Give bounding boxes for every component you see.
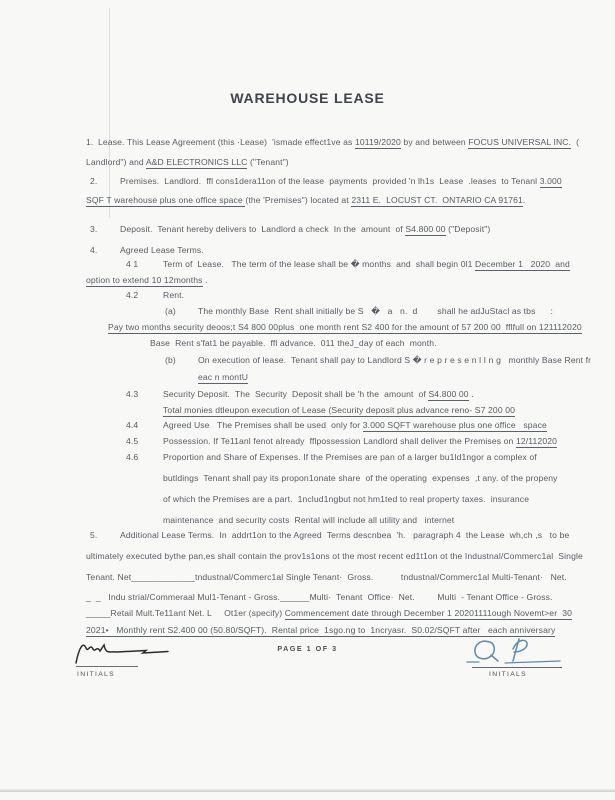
lease-fillin-text: eac n montU <box>198 372 249 382</box>
lease-fillin-text: 2021• Monthly rent S2.400 00 (50.80/SQFT). Rental price 1sgo.ng to 1ncryasr. S0.02/SQFT after each anniversary <box>86 625 556 635</box>
lease-text: . <box>522 195 526 205</box>
lease-line <box>126 420 596 431</box>
lease-text: 4 1 <box>126 259 139 269</box>
lease-text: Agreed Lease Terms. <box>120 245 204 255</box>
lease-text: by and between <box>400 137 469 147</box>
lease-text: _ _ Indu strial/Commeraal Mul1-Tenant - Gross.______Multi· Tenant Office· Net. Multi - Tenant Office - Gross. <box>86 592 553 602</box>
lease-fillin-text: Total monies dtleupon execution of Lease (Security deposit plus advance reno- S7 200 00 <box>163 405 516 415</box>
lease-fillin-text: December 1 2020 and <box>475 259 570 269</box>
lease-text: butldings Tenant shall pay its propon1onate share of the operating expenses ,t any. of the propeny <box>163 473 558 483</box>
lease-line <box>126 436 596 447</box>
lease-text: Deposit. Tenant hereby delivers to Landlord a check In the amount of <box>120 224 406 234</box>
lease-text: 2. <box>90 176 98 186</box>
lease-text: On execution of lease. Tenant shall pay to Landlord S � r e p r e s e n l I n g monthly Base Rent fr <box>198 355 592 365</box>
lease-text: Premises. Landlord. ffl cons1dera11on of the lease payments provided 'n lh1s Lease .leases to Tenanl <box>120 176 540 186</box>
lease-line <box>90 530 596 541</box>
lease-body <box>86 137 596 636</box>
lease-line <box>198 372 596 383</box>
lease-text: Possession. If Te11anl fenot already fflpossession Landlord shall deliver the Premises on <box>163 436 516 446</box>
lease-fillin-text: 2311 E. LOCUST CT. ONTARIO CA 91761 <box>351 195 523 205</box>
lease-line <box>108 322 596 333</box>
lease-text: (b) <box>165 355 176 365</box>
lease-text: Security Deposit. The Security Deposit shall be 'h the amount of <box>163 389 429 399</box>
lease-text: Agreed Use The Premises shall be used only for <box>163 420 363 430</box>
lease-line <box>126 452 596 463</box>
lease-text: 3. <box>90 224 98 234</box>
left-initials-label: INITIALS <box>77 671 115 678</box>
lease-text: Lease. This Lease Agreement (this ·Lease) 'ismade effect1ve as <box>98 137 355 147</box>
lease-line <box>86 275 596 286</box>
lease-fillin-text: FOCUS UNIVERSAL INC. <box>468 137 572 147</box>
lease-line <box>86 608 596 619</box>
lease-text: 5. <box>90 530 98 540</box>
handwritten-initials-blue <box>455 631 575 671</box>
lease-text: ("Tenant") <box>247 157 289 167</box>
lease-line <box>90 224 596 235</box>
left-initials-line <box>76 666 138 667</box>
lease-line <box>163 473 596 484</box>
lease-text: . <box>202 275 208 285</box>
lease-fillin-text: 3.000 SQFT warehouse plus one office space <box>362 420 547 430</box>
lease-text: Proportion and Share of Expenses. If the Premises are pan of a larger bu1ld1ngor a complex of <box>163 452 537 462</box>
lease-text: (the 'Premises") located at <box>245 195 352 205</box>
lease-line <box>165 306 596 317</box>
lease-fillin-text: 3.000 <box>539 176 562 186</box>
lease-text: 1. <box>86 137 94 147</box>
handwritten-initials-dark <box>72 636 182 670</box>
lease-line <box>86 137 596 148</box>
lease-text: Rent. <box>163 290 185 300</box>
lease-fillin-text: option to extend 10 12months <box>86 275 203 285</box>
lease-fillin-text: SQF T warehouse plus one office space <box>86 195 246 205</box>
lease-line <box>150 338 596 349</box>
lease-text: of which the Premises are a part. 1nclud1ngbut not hm1ted to real property taxes. insurance <box>163 494 530 504</box>
lease-text: ("Deposit") <box>445 224 491 234</box>
lease-text: _____Retail Mult.Te11ant Net. L Ot1er (specify) <box>86 608 285 618</box>
lease-line <box>86 572 596 583</box>
lease-text: Landlord") and <box>86 157 146 167</box>
lease-line <box>163 405 596 416</box>
lease-fillin-text: Commencement date through December 1 20201111ough Novemt>er 30 <box>284 608 572 618</box>
lease-text: Term of Lease. The term of the lease shall be � months and shall begin 0l1 <box>163 259 476 269</box>
lease-line <box>90 176 596 187</box>
lease-fillin-text: 12/112020 <box>515 436 558 446</box>
lease-line <box>163 494 596 505</box>
lease-fillin-text: Pay two months security deoos;t S4 800 00plus one month rent S2 400 for the amount of 57 200 00 fflfull on 121112020 <box>108 322 582 332</box>
scan-edge-bottom <box>0 789 615 792</box>
left-initials-signature <box>72 636 182 670</box>
lease-text: (a) <box>165 306 176 316</box>
lease-text: The monthly Base Rent shall initially be S � a n. d shall he adJuStacl as tbs : <box>198 306 554 316</box>
right-initials-line <box>472 667 562 668</box>
lease-line <box>163 515 596 526</box>
lease-line <box>86 195 596 206</box>
lease-text: 4.4 <box>126 420 139 430</box>
lease-line <box>126 259 596 270</box>
lease-text: . <box>468 389 474 399</box>
lease-line <box>165 355 596 366</box>
lease-line <box>90 245 596 256</box>
lease-text: 4.2 <box>126 290 139 300</box>
lease-text: ultimately executed bythe pan,es shall contain the prov1s1ons ot the most recent ed1t1on ot the Industnal/Commerc1al Single <box>86 551 583 561</box>
lease-text: Additional Lease Terms. In addrt1on to the Agreed Terms descnbea 'h. paragraph 4 the Lease wh,ch ,s to be <box>120 530 570 540</box>
lease-text: 4.5 <box>126 436 139 446</box>
lease-text: 4. <box>90 245 98 255</box>
lease-text: Base Rent s'fat1 be payable. ffl advance. 011 theJ_day of each month. <box>150 338 437 348</box>
lease-text: 4.6 <box>126 452 139 462</box>
lease-line <box>86 157 596 168</box>
right-initials-label: INITIALS <box>489 671 527 678</box>
page-number: PAGE 1 OF 3 <box>277 644 338 653</box>
lease-fillin-text: 10119/2020 <box>354 137 401 147</box>
lease-fillin-text: S4.800 00 <box>428 389 469 399</box>
lease-text: maintenance and security costs Rental will include all utility and internet <box>163 515 455 525</box>
lease-fillin-text: A&D ELECTRONICS LLC <box>145 157 248 167</box>
lease-line <box>126 389 596 400</box>
lease-line <box>126 290 596 301</box>
document-title: WAREHOUSE LEASE <box>230 90 385 106</box>
lease-line <box>86 551 596 562</box>
lease-text: Tenant. Net_____________tndustnal/Commerc1al Single Tenant· Gross. tndustnal/Commerc1al Multi-Tenant· Net. <box>86 572 567 582</box>
lease-line <box>86 592 596 603</box>
lease-fillin-text: S4.800 00 <box>405 224 446 234</box>
lease-text: 4.3 <box>126 389 139 399</box>
lease-text: ( <box>571 137 580 147</box>
right-initials-signature <box>455 631 575 671</box>
